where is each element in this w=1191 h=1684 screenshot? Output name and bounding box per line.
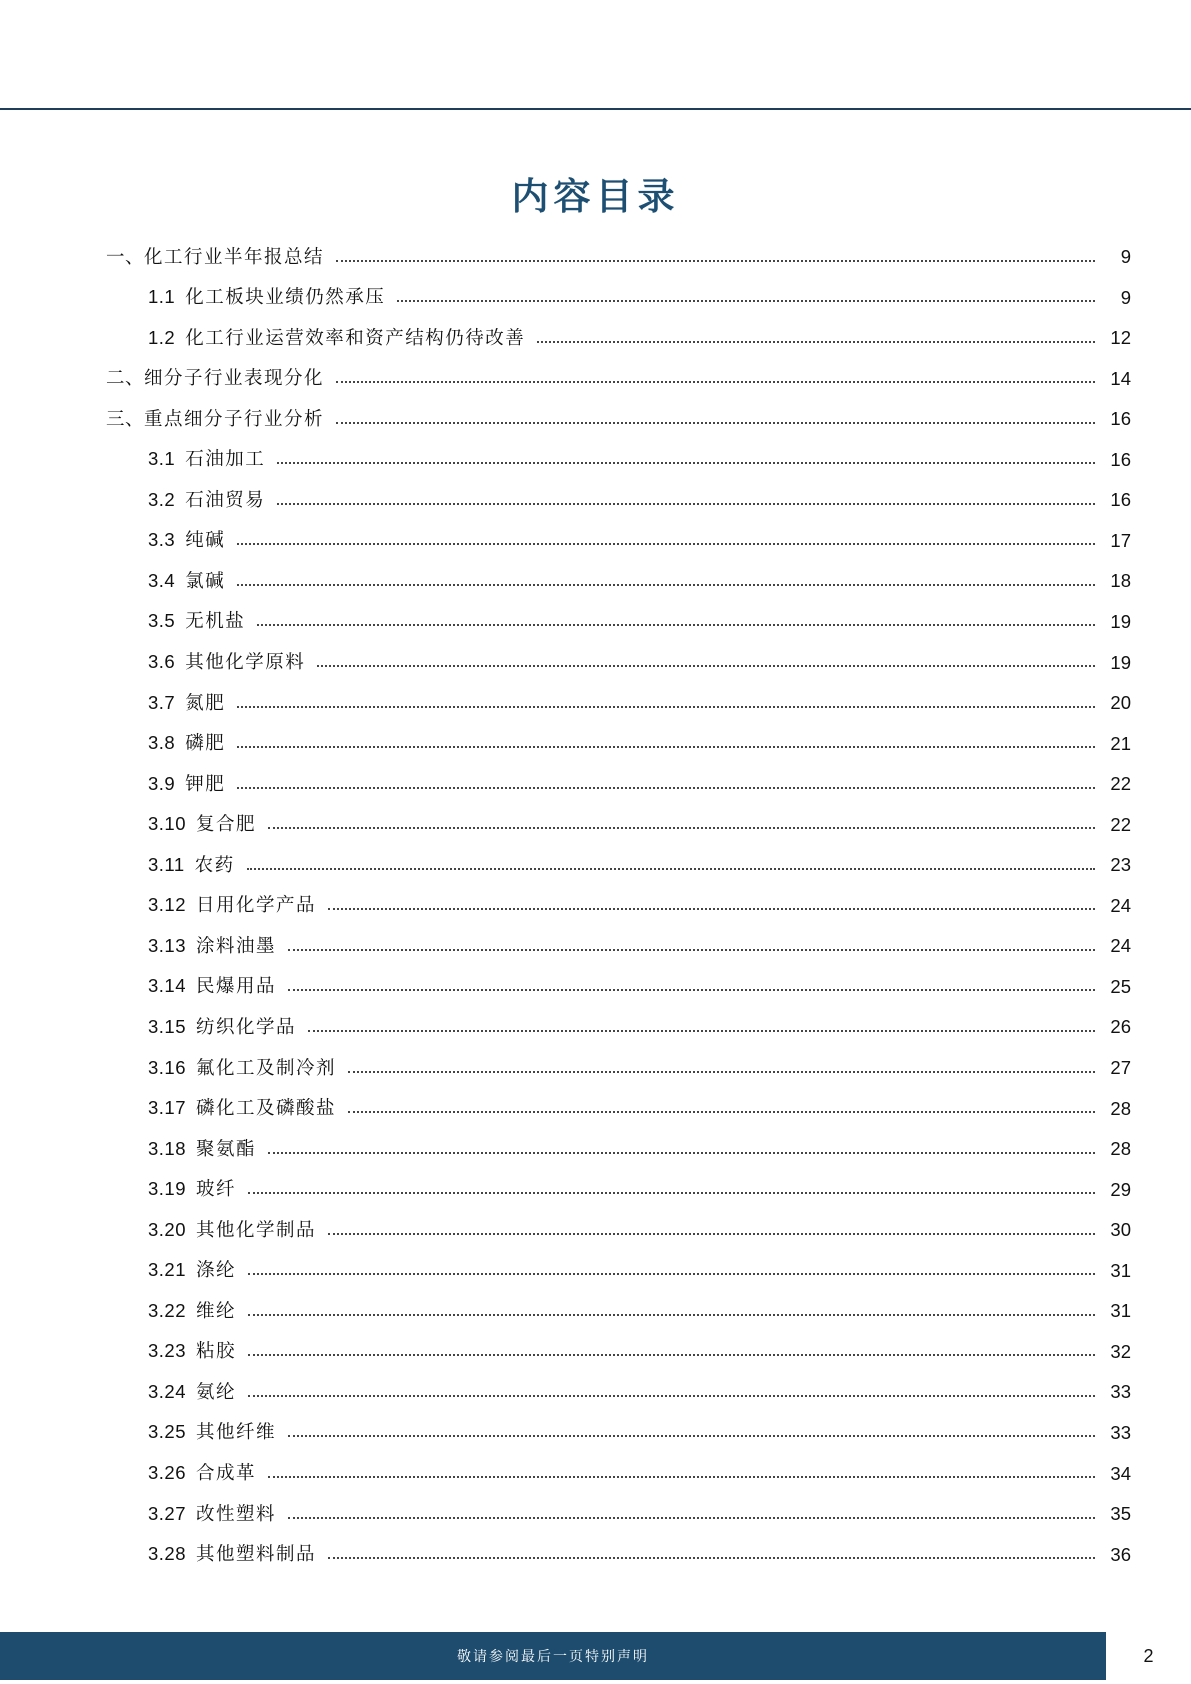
toc-dot-leader (348, 1110, 1095, 1113)
toc-entry-number: 3.15 (148, 1015, 187, 1037)
toc-entry-page: 19 (1110, 610, 1131, 632)
toc-entry-number: 3.10 (148, 813, 187, 835)
toc-entry-page: 34 (1110, 1462, 1131, 1484)
toc-entry[interactable] (148, 605, 1131, 639)
toc-entry-number: 3.18 (148, 1137, 187, 1159)
toc-dot-leader (328, 1556, 1095, 1559)
toc-entry-label (148, 1253, 236, 1288)
toc-entry-number: 3.17 (148, 1097, 187, 1119)
toc-entry-page: 36 (1110, 1543, 1131, 1565)
toc-entry-page: 24 (1110, 894, 1131, 916)
toc-entry[interactable] (148, 1051, 1131, 1085)
toc-dot-leader (268, 1151, 1095, 1154)
toc-entry-page: 31 (1110, 1259, 1131, 1281)
toc-entry-label (148, 442, 265, 477)
toc-entry-number: 3.4 (148, 569, 176, 591)
toc-entry[interactable] (148, 564, 1131, 598)
toc-entry-text: 日用化学产品 (196, 895, 317, 917)
toc-entry-page: 16 (1110, 489, 1131, 511)
toc-entry[interactable] (148, 281, 1131, 315)
toc-dot-leader (336, 259, 1095, 262)
toc-entry-number: 3.20 (148, 1218, 187, 1240)
toc-entry-text: 维纶 (196, 1300, 237, 1322)
page-title: 内容目录 (511, 175, 680, 218)
toc-entry-number: 1.1 (148, 286, 176, 308)
toc-entry[interactable] (106, 362, 1131, 396)
toc-entry-number: 3.5 (148, 610, 176, 632)
toc-entry-page: 33 (1110, 1421, 1131, 1443)
toc-dot-leader (328, 907, 1095, 910)
toc-entry-label (148, 1334, 236, 1369)
toc-entry-text: 化工行业半年报总结 (144, 246, 325, 268)
toc-entry-text: 氨纶 (196, 1381, 237, 1403)
toc-entry-label (148, 807, 256, 842)
toc-entry-page: 21 (1110, 732, 1131, 754)
toc-entry-text: 氮肥 (185, 692, 226, 714)
toc-entry[interactable] (148, 1132, 1131, 1166)
toc-entry[interactable] (148, 1213, 1131, 1247)
toc-entry-label (148, 1132, 256, 1167)
toc-entry[interactable] (148, 1335, 1131, 1369)
toc-dot-leader (317, 664, 1095, 667)
toc-entry-text: 复合肥 (196, 814, 257, 836)
footer-disclaimer: 敬请参阅最后一页特别声明 (457, 1649, 649, 1665)
toc-entry-text: 重点细分子行业分析 (144, 408, 325, 430)
toc-entry[interactable] (148, 1375, 1131, 1409)
toc-entry-text: 其他化学制品 (196, 1219, 317, 1241)
toc-entry-text: 磷肥 (185, 733, 226, 755)
toc-dot-leader (288, 1434, 1095, 1437)
toc-entry-page: 32 (1110, 1340, 1131, 1362)
toc-entry-number: 3.14 (148, 975, 187, 997)
toc-entry[interactable] (148, 1457, 1131, 1491)
toc-dot-leader (288, 1516, 1095, 1519)
toc-entry-number: 3.27 (148, 1502, 187, 1524)
toc-entry-number: 1.2 (148, 326, 176, 348)
toc-entry-text: 细分子行业表现分化 (144, 368, 325, 390)
toc-entry-page: 23 (1110, 854, 1131, 876)
toc-dot-leader (247, 867, 1095, 870)
toc-entry-label (148, 645, 305, 680)
toc-entry-text: 粘胶 (196, 1341, 237, 1363)
toc-entry-text: 化工板块业绩仍然承压 (185, 287, 386, 309)
toc-entry-page: 29 (1110, 1178, 1131, 1200)
toc-entry-label (148, 483, 265, 518)
toc-entry-label (148, 686, 225, 721)
toc-entry-label (106, 240, 324, 275)
toc-entry-label (106, 361, 324, 396)
toc-entry-label (148, 888, 316, 923)
toc-entry-label (148, 1415, 276, 1450)
toc-entry-number: 3.25 (148, 1421, 187, 1443)
toc-entry-page: 9 (1120, 246, 1131, 267)
footer-disclaimer-bar (0, 1632, 1106, 1680)
toc-entry-text: 无机盐 (185, 611, 246, 633)
toc-entry-page: 24 (1110, 935, 1131, 957)
toc-entry-number: 3.3 (148, 529, 176, 551)
toc-dot-leader (237, 745, 1095, 748)
toc-dot-leader (237, 583, 1095, 586)
toc-entry-text: 钾肥 (185, 773, 226, 795)
toc-entry-text: 涤纶 (196, 1260, 237, 1282)
toc-entry-page: 14 (1110, 367, 1131, 389)
toc-entry-text: 氟化工及制冷剂 (196, 1057, 337, 1079)
toc-dot-leader (397, 299, 1095, 302)
toc-entry-number: 3.8 (148, 732, 176, 754)
toc-entry[interactable] (148, 1173, 1131, 1207)
toc-dot-leader (257, 623, 1095, 626)
toc-entry-text: 化工行业运营效率和资产结构仍待改善 (185, 327, 526, 349)
toc-entry[interactable] (148, 929, 1131, 963)
toc-entry-label (148, 1456, 256, 1491)
toc-entry-page: 9 (1120, 286, 1131, 308)
toc-entry[interactable] (148, 808, 1131, 842)
toc-entry-page: 28 (1110, 1138, 1131, 1160)
toc-entry[interactable] (148, 686, 1131, 720)
toc-entry-label (106, 402, 324, 437)
toc-dot-leader (277, 461, 1095, 464)
toc-dot-leader (268, 826, 1095, 829)
toc-entry-label (148, 604, 245, 639)
toc-entry-text: 民爆用品 (196, 976, 277, 998)
toc-entry-page: 30 (1110, 1219, 1131, 1241)
toc-entry-text: 磷化工及磷酸盐 (196, 1098, 337, 1120)
toc-entry[interactable] (148, 727, 1131, 761)
toc-entry-label (148, 1537, 316, 1572)
toc-entry-page: 35 (1110, 1503, 1131, 1525)
toc-entry-label (148, 767, 225, 802)
toc-dot-leader (537, 340, 1095, 343)
toc-entry-page: 26 (1110, 1016, 1131, 1038)
toc-entry-label (148, 1091, 336, 1126)
toc-entry-number: 3.1 (148, 448, 176, 470)
toc-entry-text: 纯碱 (185, 530, 226, 552)
toc-entry-number: 二、 (106, 367, 145, 389)
toc-entry[interactable] (148, 1497, 1131, 1531)
toc-entry-text: 其他纤维 (196, 1422, 277, 1444)
toc-entry-text: 纺织化学品 (196, 1016, 297, 1038)
toc-entry-page: 31 (1110, 1300, 1131, 1322)
toc-entry[interactable] (148, 848, 1131, 882)
toc-entry-label (148, 1213, 316, 1248)
toc-entry-number: 3.19 (148, 1178, 187, 1200)
toc-entry-text: 改性塑料 (196, 1503, 277, 1525)
toc-entry-number: 3.26 (148, 1462, 187, 1483)
toc-entry[interactable] (148, 524, 1131, 558)
toc-dot-leader (288, 948, 1095, 951)
toc-entry[interactable] (148, 889, 1131, 923)
toc-dot-leader (336, 380, 1095, 383)
toc-entry-text: 合成革 (196, 1463, 257, 1484)
toc-entry-text: 石油贸易 (185, 489, 266, 511)
toc-dot-leader (237, 786, 1095, 789)
toc-entry-page: 22 (1110, 773, 1131, 795)
header-rule (0, 108, 1191, 110)
toc-entry-page: 12 (1110, 327, 1131, 349)
toc-entry-number: 3.11 (148, 853, 185, 875)
toc-entry-number: 三、 (106, 407, 145, 429)
toc-entry[interactable] (148, 321, 1131, 355)
toc-entry-label (148, 564, 225, 599)
toc-entry-number: 3.23 (148, 1340, 187, 1362)
toc-entry-page: 28 (1110, 1097, 1131, 1119)
toc-entry-page: 27 (1110, 1057, 1131, 1078)
toc-dot-leader (248, 1272, 1095, 1275)
toc-entry-label (148, 1172, 236, 1207)
toc-entry[interactable] (148, 443, 1131, 477)
toc-entry-text: 其他塑料制品 (196, 1544, 317, 1566)
toc-dot-leader (277, 502, 1095, 505)
toc-entry-text: 聚氨酯 (196, 1138, 257, 1160)
toc-dot-leader (237, 542, 1095, 545)
toc-dot-leader (237, 705, 1095, 708)
toc-entry-label (148, 1294, 236, 1329)
toc-entry-number: 3.16 (148, 1056, 187, 1078)
toc-dot-leader (248, 1394, 1095, 1397)
toc-entry-page: 19 (1110, 651, 1131, 673)
toc-entry[interactable] (148, 483, 1131, 517)
toc-dot-leader (248, 1313, 1095, 1316)
toc-entry-text: 其他化学原料 (185, 652, 306, 673)
toc-entry-page: 16 (1110, 408, 1131, 430)
toc-dot-leader (348, 1070, 1095, 1073)
toc-entry-label (148, 280, 385, 315)
toc-entry-page: 20 (1110, 692, 1131, 714)
toc-entry-number: 3.2 (148, 488, 176, 510)
toc-entry-number: 3.12 (148, 894, 187, 916)
footer-page-number: 2 (1143, 1645, 1154, 1666)
toc-entry-page: 33 (1110, 1381, 1131, 1403)
toc-entry-number: 3.24 (148, 1380, 187, 1402)
toc-entry-label (148, 321, 525, 356)
toc-entry-page: 16 (1110, 448, 1131, 470)
toc-entry-label (148, 929, 276, 964)
toc-entry-label (148, 1375, 236, 1410)
toc-dot-leader (328, 1232, 1095, 1235)
toc-entry[interactable] (148, 1294, 1131, 1328)
toc-entry[interactable] (106, 402, 1131, 436)
toc-entry-number: 3.9 (148, 772, 176, 794)
toc-entry-page: 22 (1110, 813, 1131, 835)
toc-dot-leader (308, 1029, 1095, 1032)
toc-entry-number: 一、 (106, 245, 145, 267)
toc-entry-text: 涂料油墨 (196, 935, 277, 957)
toc-entry[interactable] (148, 1092, 1131, 1126)
toc-dot-leader (248, 1353, 1095, 1356)
toc-entry[interactable] (148, 1254, 1131, 1288)
toc-entry-number: 3.7 (148, 691, 176, 713)
toc-entry[interactable] (148, 1416, 1131, 1450)
toc-entry-label (148, 1051, 336, 1086)
toc-entry[interactable] (148, 646, 1131, 680)
toc-entry-number: 3.22 (148, 1299, 187, 1321)
toc-entry-number: 3.13 (148, 934, 187, 956)
toc-entry-text: 玻纤 (196, 1179, 237, 1201)
toc-entry-page: 18 (1110, 570, 1131, 592)
toc-entry-label (148, 969, 276, 1004)
toc-entry-number: 3.28 (148, 1543, 187, 1565)
toc-dot-leader (268, 1475, 1095, 1478)
toc-entry-label (148, 1010, 296, 1045)
toc-dot-leader (336, 421, 1095, 424)
toc-entry[interactable] (106, 240, 1131, 274)
toc-entry[interactable] (148, 1010, 1131, 1044)
toc-entry-number: 3.6 (148, 651, 176, 672)
toc-entry-label (148, 1497, 276, 1532)
toc-entry-text: 石油加工 (185, 449, 266, 471)
toc-entry[interactable] (148, 1538, 1131, 1572)
toc-entry-label (148, 848, 235, 883)
toc-entry-page: 17 (1110, 529, 1131, 551)
toc-entry-number: 3.21 (148, 1259, 187, 1281)
toc-entry-page: 25 (1110, 975, 1131, 997)
toc-entry-text: 氯碱 (185, 570, 226, 592)
toc-dot-leader (248, 1191, 1095, 1194)
toc-entry[interactable] (148, 767, 1131, 801)
toc-dot-leader (288, 988, 1095, 991)
toc-entry-label (148, 523, 225, 558)
toc-entry-text: 农药 (194, 854, 235, 876)
toc-entry-label (148, 726, 225, 761)
toc-entry[interactable] (148, 970, 1131, 1004)
